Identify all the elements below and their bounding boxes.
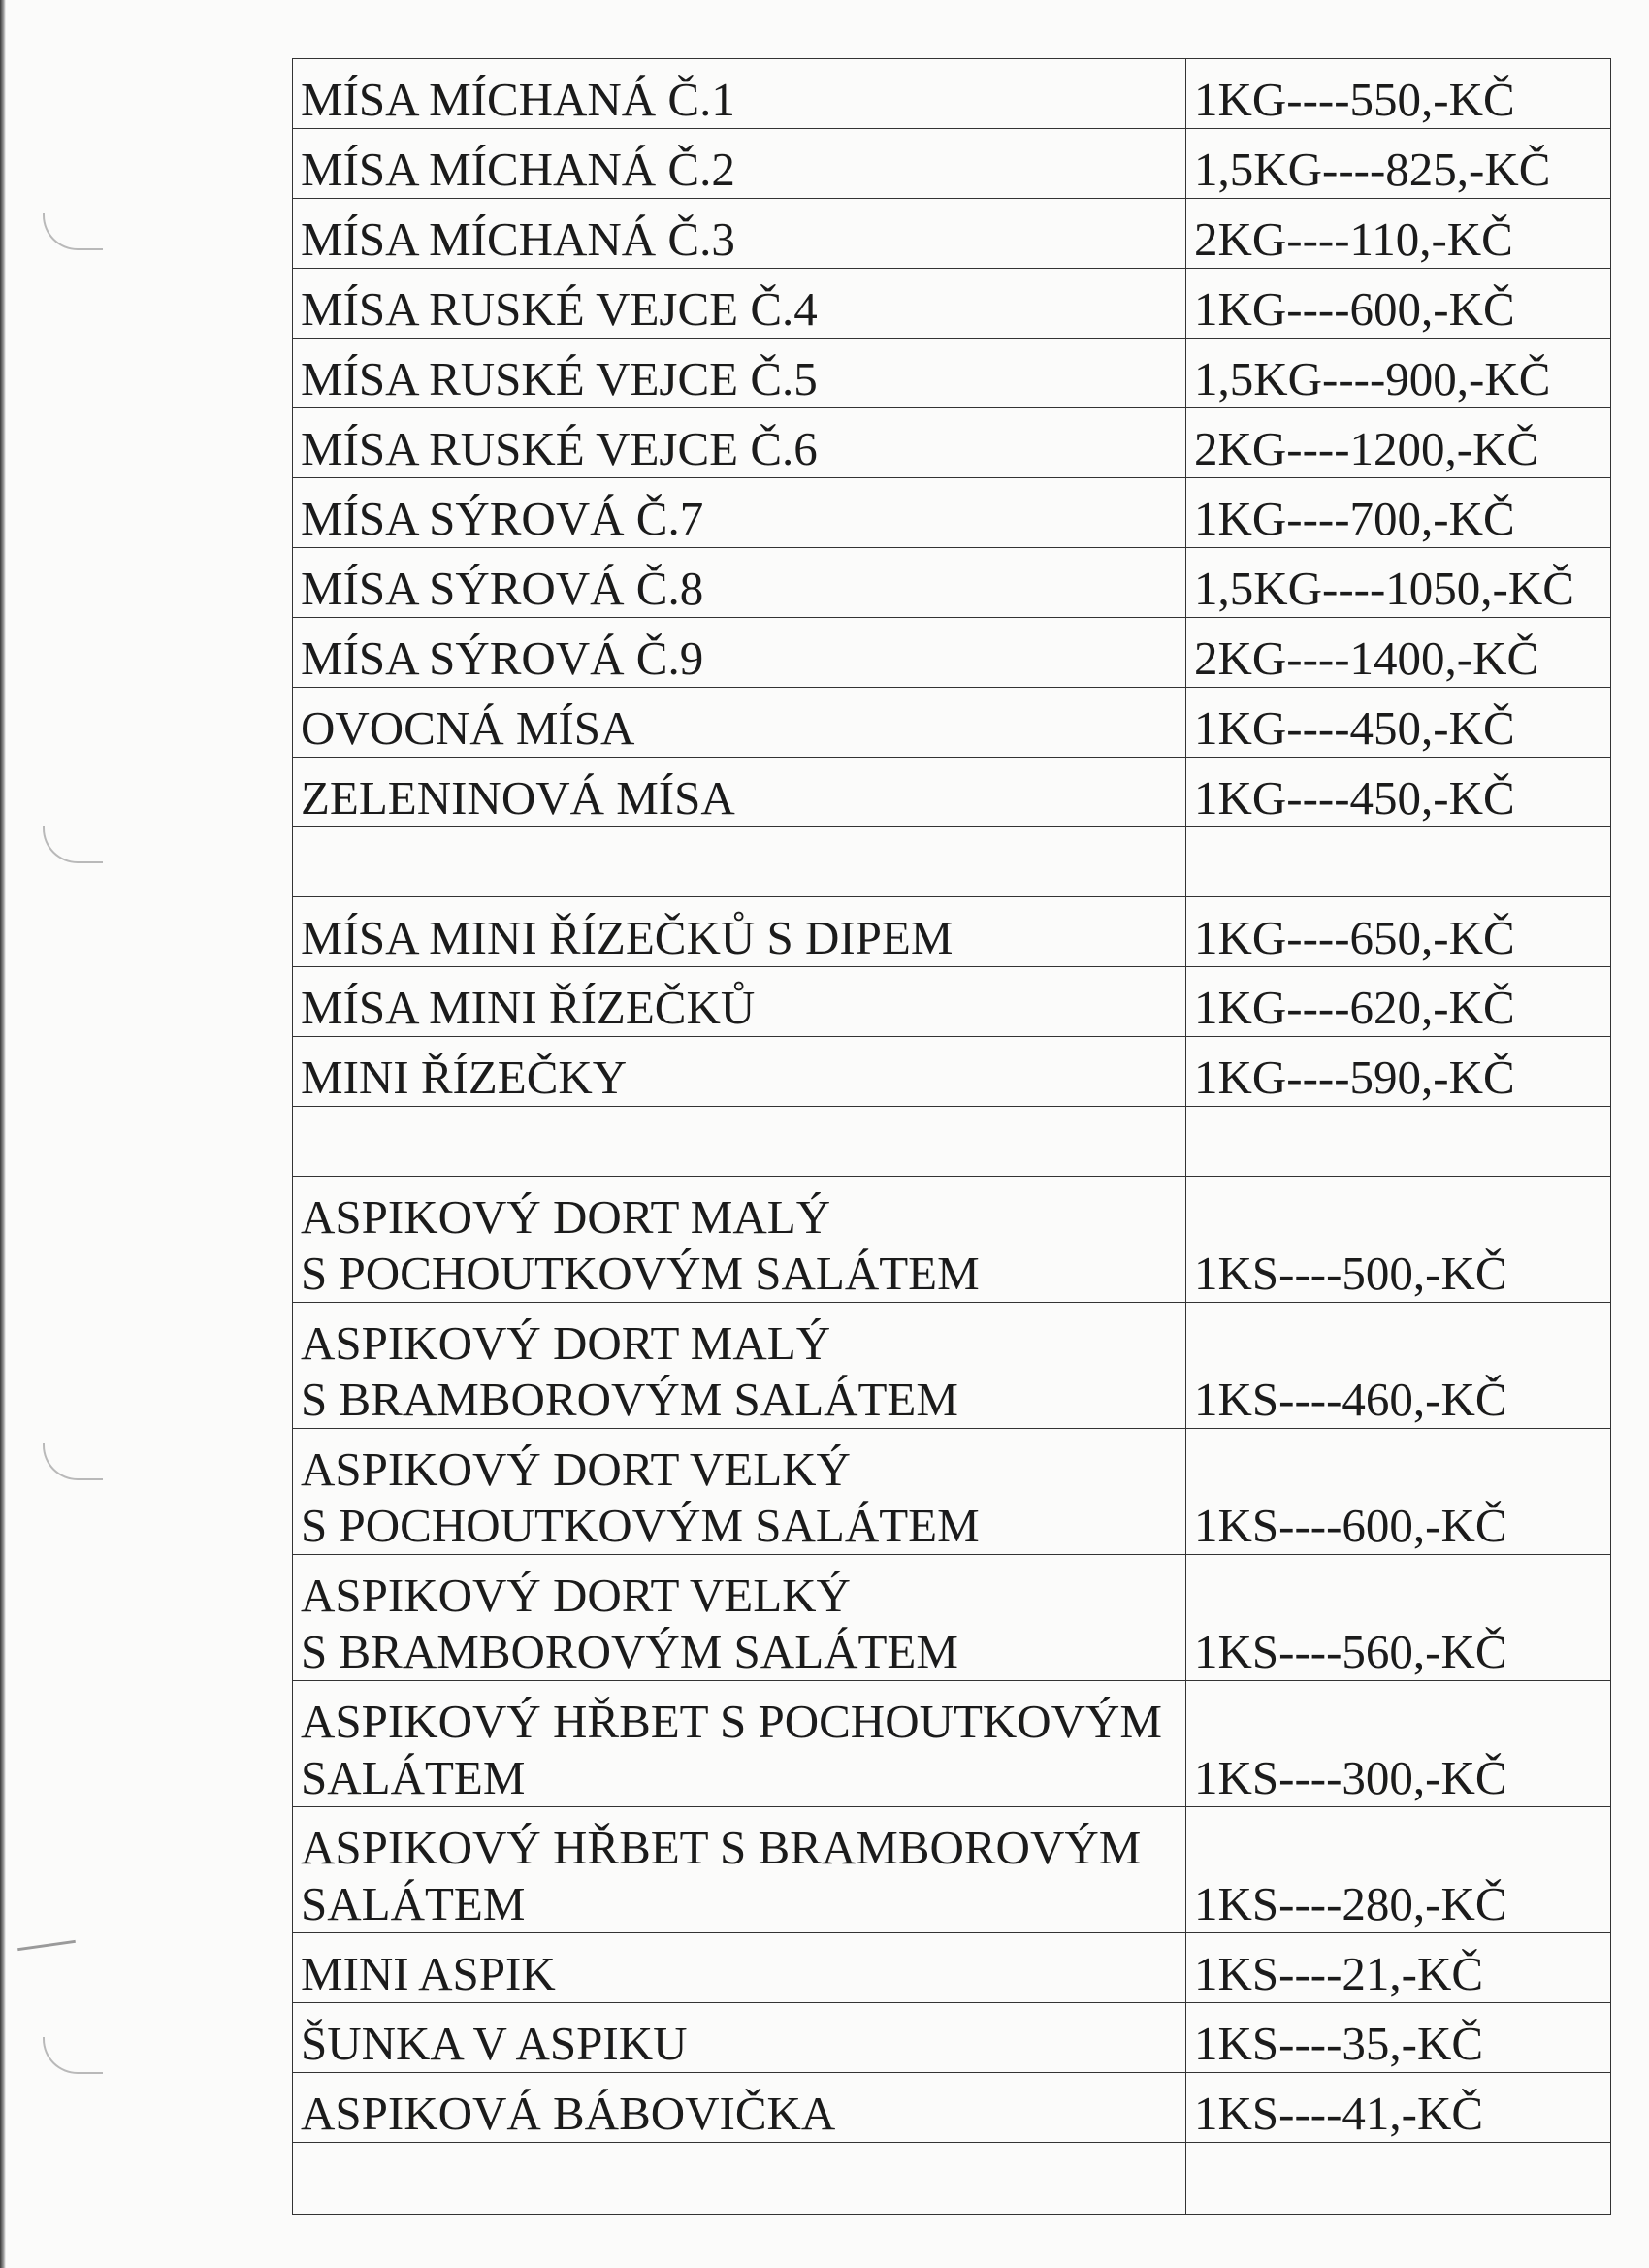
item-name-line-2: S BRAMBOROVÝM SALÁTEM: [301, 1373, 958, 1426]
item-price: 1KS----600,-KČ: [1186, 1429, 1611, 1555]
table-row: [293, 548, 1611, 618]
table-row: [293, 199, 1611, 269]
item-name-line-1: ASPIKOVÝ HŘBET S POCHOUTKOVÝM: [301, 1695, 1163, 1748]
table-row: [293, 1429, 1611, 1555]
table-row: [293, 688, 1611, 758]
item-price: 1KS----35,-KČ: [1186, 2003, 1611, 2073]
item-price: 1KG----600,-KČ: [1186, 269, 1611, 339]
item-price: [1186, 827, 1611, 897]
item-price: 1KS----300,-KČ: [1186, 1681, 1611, 1807]
item-name: MÍSA SÝROVÁ Č.8: [293, 548, 1186, 618]
table-row: [293, 1807, 1611, 1933]
item-price: 1KS----460,-KČ: [1186, 1303, 1611, 1429]
punch-hole-mark: [43, 826, 103, 863]
item-name: [293, 1177, 1186, 1303]
item-name: ZELENINOVÁ MÍSA: [293, 758, 1186, 827]
table-row: [293, 59, 1611, 129]
item-price: 1KS----21,-KČ: [1186, 1933, 1611, 2003]
item-name-line-2: SALÁTEM: [301, 1877, 526, 1930]
item-name: [293, 1555, 1186, 1681]
item-name: ŠUNKA V ASPIKU: [293, 2003, 1186, 2073]
item-name: [293, 1429, 1186, 1555]
table-row: [293, 2003, 1611, 2073]
item-name: MÍSA RUSKÉ VEJCE Č.6: [293, 408, 1186, 478]
item-name: MINI ŘÍZEČKY: [293, 1037, 1186, 1107]
item-price: 2KG----110,-KČ: [1186, 199, 1611, 269]
item-price: 1KS----500,-KČ: [1186, 1177, 1611, 1303]
item-price: 1,5KG----900,-KČ: [1186, 339, 1611, 408]
item-price: 1,5KG----1050,-KČ: [1186, 548, 1611, 618]
item-price: 1KS----41,-KČ: [1186, 2073, 1611, 2143]
item-price: 2KG----1400,-KČ: [1186, 618, 1611, 688]
item-name-line-2: S POCHOUTKOVÝM SALÁTEM: [301, 1247, 980, 1300]
table-row: [293, 269, 1611, 339]
item-price: [1186, 1107, 1611, 1177]
item-price: 1KS----560,-KČ: [1186, 1555, 1611, 1681]
item-name: OVOCNÁ MÍSA: [293, 688, 1186, 758]
punch-hole-mark: [43, 1443, 103, 1480]
item-name: [293, 1303, 1186, 1429]
item-name: MÍSA MINI ŘÍZEČKŮ: [293, 967, 1186, 1037]
item-name: MÍSA RUSKÉ VEJCE Č.5: [293, 339, 1186, 408]
table-row: [293, 1681, 1611, 1807]
empty-row: [293, 827, 1611, 897]
table-row: [293, 1555, 1611, 1681]
item-name: MÍSA SÝROVÁ Č.9: [293, 618, 1186, 688]
item-price: 1KG----620,-KČ: [1186, 967, 1611, 1037]
table-row: [293, 478, 1611, 548]
item-price: [1186, 2143, 1611, 2215]
item-name: [293, 1107, 1186, 1177]
item-price: 2KG----1200,-KČ: [1186, 408, 1611, 478]
item-price: 1KS----280,-KČ: [1186, 1807, 1611, 1933]
item-name: MÍSA MÍCHANÁ Č.2: [293, 129, 1186, 199]
item-price: 1KG----550,-KČ: [1186, 59, 1611, 129]
item-name: [293, 827, 1186, 897]
item-name: MÍSA MINI ŘÍZEČKŮ S DIPEM: [293, 897, 1186, 967]
item-name-line-1: ASPIKOVÝ DORT MALÝ: [301, 1316, 831, 1370]
item-name: [293, 2143, 1186, 2215]
table-row: [293, 897, 1611, 967]
item-name: [293, 1807, 1186, 1933]
item-name: MÍSA SÝROVÁ Č.7: [293, 478, 1186, 548]
item-name-line-2: SALÁTEM: [301, 1751, 526, 1804]
table-row: [293, 2073, 1611, 2143]
item-price: 1KG----650,-KČ: [1186, 897, 1611, 967]
item-price: 1KG----450,-KČ: [1186, 688, 1611, 758]
item-price: 1KG----450,-KČ: [1186, 758, 1611, 827]
table-row: [293, 618, 1611, 688]
item-price: 1KG----700,-KČ: [1186, 478, 1611, 548]
item-name: MÍSA MÍCHANÁ Č.1: [293, 59, 1186, 129]
scan-smudge: [17, 1940, 76, 1951]
punch-hole-mark: [43, 213, 103, 250]
item-name: MÍSA RUSKÉ VEJCE Č.4: [293, 269, 1186, 339]
item-name: MÍSA MÍCHANÁ Č.3: [293, 199, 1186, 269]
table-row: [293, 967, 1611, 1037]
empty-row: [293, 2143, 1611, 2215]
item-name-line-1: ASPIKOVÝ DORT VELKÝ: [301, 1442, 851, 1496]
table-row: [293, 1933, 1611, 2003]
empty-row: [293, 1107, 1611, 1177]
item-name-line-1: ASPIKOVÝ DORT MALÝ: [301, 1190, 831, 1244]
scan-edge: [0, 0, 6, 2268]
item-name-line-1: ASPIKOVÝ DORT VELKÝ: [301, 1569, 851, 1622]
item-price: 1KG----590,-KČ: [1186, 1037, 1611, 1107]
table-row: [293, 1037, 1611, 1107]
price-list-table: [292, 58, 1611, 2215]
table-row: [293, 408, 1611, 478]
table-row: [293, 1177, 1611, 1303]
table-row: [293, 758, 1611, 827]
item-name-line-2: S POCHOUTKOVÝM SALÁTEM: [301, 1499, 980, 1552]
table-row: [293, 1303, 1611, 1429]
item-name-line-1: ASPIKOVÝ HŘBET S BRAMBOROVÝM: [301, 1821, 1142, 1874]
item-price: 1,5KG----825,-KČ: [1186, 129, 1611, 199]
table-row: [293, 129, 1611, 199]
punch-hole-mark: [43, 2037, 103, 2074]
item-name: MINI ASPIK: [293, 1933, 1186, 2003]
item-name: [293, 1681, 1186, 1807]
item-name-line-2: S BRAMBOROVÝM SALÁTEM: [301, 1625, 958, 1678]
item-name: ASPIKOVÁ BÁBOVIČKA: [293, 2073, 1186, 2143]
table-row: [293, 339, 1611, 408]
